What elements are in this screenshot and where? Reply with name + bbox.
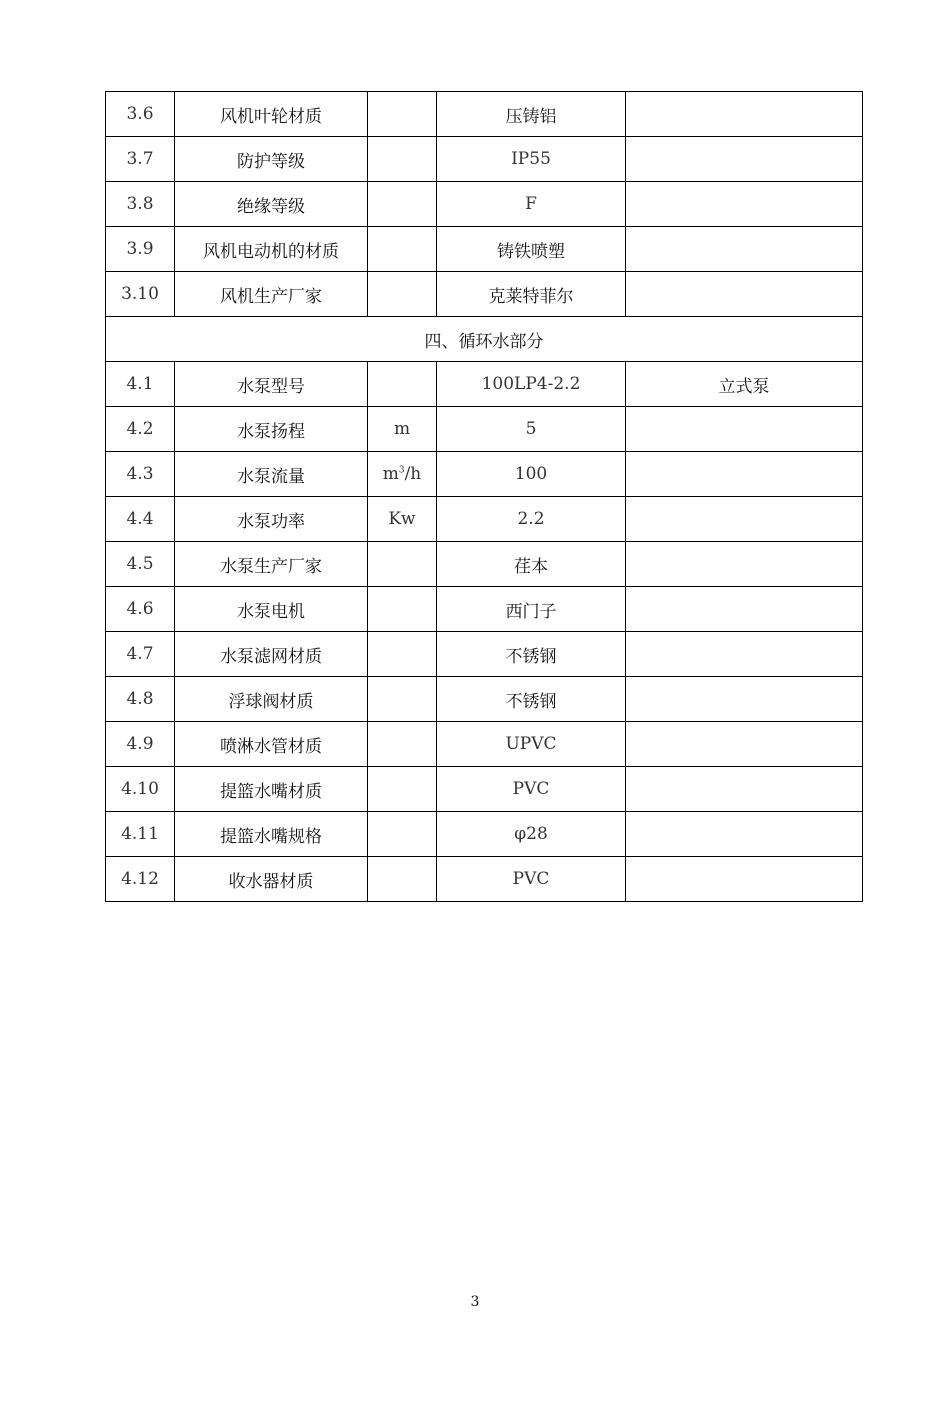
item-name: 提篮水嘴材质	[175, 767, 368, 812]
remark-cell	[626, 587, 863, 632]
remark-cell	[626, 857, 863, 902]
remark-cell	[626, 407, 863, 452]
remark-cell	[626, 632, 863, 677]
item-name: 防护等级	[175, 137, 368, 182]
remark-cell	[626, 497, 863, 542]
unit-cell	[368, 812, 437, 857]
remark-cell	[626, 767, 863, 812]
value-cell: 荏本	[437, 542, 626, 587]
remark-cell: 立式泵	[626, 362, 863, 407]
row-number: 4.8	[106, 677, 175, 722]
table-row	[106, 497, 863, 542]
remark-cell	[626, 812, 863, 857]
item-name: 喷淋水管材质	[175, 722, 368, 767]
unit-cell	[368, 452, 437, 497]
unit-cell	[368, 632, 437, 677]
table-row	[106, 587, 863, 632]
unit-cell: Kw	[368, 497, 437, 542]
table-row	[106, 272, 863, 317]
unit-cell	[368, 587, 437, 632]
unit-cell	[368, 362, 437, 407]
item-name: 水泵流量	[175, 452, 368, 497]
table-row	[106, 767, 863, 812]
row-number: 3.10	[106, 272, 175, 317]
unit-cell	[368, 857, 437, 902]
unit-base: m	[382, 464, 399, 484]
table-row	[106, 407, 863, 452]
table-row	[106, 722, 863, 767]
row-number: 4.5	[106, 542, 175, 587]
item-name: 风机叶轮材质	[175, 92, 368, 137]
row-number: 4.10	[106, 767, 175, 812]
row-number: 4.3	[106, 452, 175, 497]
value-cell: 压铸铝	[437, 92, 626, 137]
table-row	[106, 182, 863, 227]
item-name: 水泵功率	[175, 497, 368, 542]
item-name: 水泵型号	[175, 362, 368, 407]
item-name: 水泵扬程	[175, 407, 368, 452]
remark-cell	[626, 137, 863, 182]
item-name: 水泵滤网材质	[175, 632, 368, 677]
table-row	[106, 137, 863, 182]
row-number: 4.12	[106, 857, 175, 902]
item-name: 风机生产厂家	[175, 272, 368, 317]
item-name: 风机电动机的材质	[175, 227, 368, 272]
item-name: 绝缘等级	[175, 182, 368, 227]
remark-cell	[626, 227, 863, 272]
row-number: 3.8	[106, 182, 175, 227]
row-number: 3.7	[106, 137, 175, 182]
value-cell: 不锈钢	[437, 677, 626, 722]
value-cell: IP55	[437, 137, 626, 182]
table-row	[106, 857, 863, 902]
value-cell: PVC	[437, 767, 626, 812]
item-name: 收水器材质	[175, 857, 368, 902]
value-cell: 2.2	[437, 497, 626, 542]
value-cell: 100LP4-2.2	[437, 362, 626, 407]
value-cell: 克莱特菲尔	[437, 272, 626, 317]
row-number: 4.9	[106, 722, 175, 767]
unit-cell	[368, 542, 437, 587]
unit-cell	[368, 722, 437, 767]
value-cell: 西门子	[437, 587, 626, 632]
table-row	[106, 452, 863, 497]
unit-cell	[368, 677, 437, 722]
remark-cell	[626, 182, 863, 227]
remark-cell	[626, 677, 863, 722]
row-number: 3.6	[106, 92, 175, 137]
value-cell: PVC	[437, 857, 626, 902]
remark-cell	[626, 92, 863, 137]
value-cell: φ28	[437, 812, 626, 857]
remark-cell	[626, 272, 863, 317]
unit-cell	[368, 182, 437, 227]
row-number: 4.4	[106, 497, 175, 542]
item-name: 提篮水嘴规格	[175, 812, 368, 857]
unit-cell: m	[368, 407, 437, 452]
remark-cell	[626, 542, 863, 587]
remark-cell	[626, 452, 863, 497]
row-number: 4.6	[106, 587, 175, 632]
value-cell: 5	[437, 407, 626, 452]
unit-cell	[368, 767, 437, 812]
unit-cell	[368, 227, 437, 272]
table-row	[106, 227, 863, 272]
value-cell: 100	[437, 452, 626, 497]
row-number: 4.7	[106, 632, 175, 677]
value-cell: UPVC	[437, 722, 626, 767]
table-row	[106, 812, 863, 857]
item-name: 浮球阀材质	[175, 677, 368, 722]
value-cell: 铸铁喷塑	[437, 227, 626, 272]
unit-cell	[368, 272, 437, 317]
remark-cell	[626, 722, 863, 767]
spec-table	[105, 91, 863, 902]
row-number: 3.9	[106, 227, 175, 272]
table-row	[106, 362, 863, 407]
table-row	[106, 92, 863, 137]
unit-superscript: 3	[398, 465, 405, 476]
unit-cell	[368, 137, 437, 182]
row-number: 4.2	[106, 407, 175, 452]
value-cell: F	[437, 182, 626, 227]
page-number: 3	[470, 1294, 480, 1310]
row-number: 4.11	[106, 812, 175, 857]
item-name: 水泵电机	[175, 587, 368, 632]
item-name: 水泵生产厂家	[175, 542, 368, 587]
value-cell: 不锈钢	[437, 632, 626, 677]
unit-cell	[368, 92, 437, 137]
unit-tail: /h	[404, 464, 422, 484]
section-header-row	[106, 317, 863, 362]
section-title: 四、循环水部分	[106, 317, 863, 362]
table-row	[106, 677, 863, 722]
table-row	[106, 632, 863, 677]
table-row	[106, 542, 863, 587]
row-number: 4.1	[106, 362, 175, 407]
